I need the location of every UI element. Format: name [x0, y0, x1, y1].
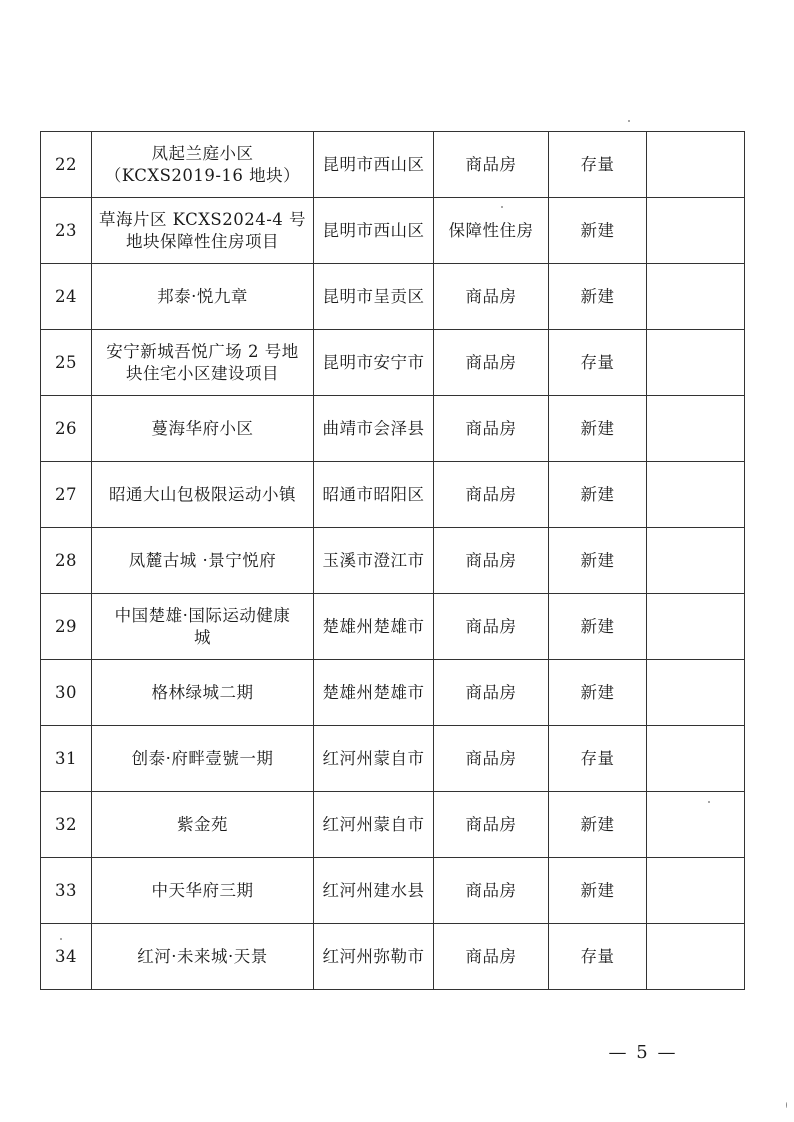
- row-number-cell: 26: [41, 396, 92, 462]
- table-row: [41, 924, 745, 990]
- project-name-cell: 中天华府三期: [92, 858, 314, 924]
- table-row: [41, 594, 745, 660]
- project-name-cell: 中国楚雄·国际运动健康 城: [92, 594, 314, 660]
- note-cell: [647, 264, 745, 330]
- table-row: [41, 528, 745, 594]
- scan-speck: [708, 801, 710, 803]
- project-table: [40, 131, 745, 990]
- project-name-cell: 凤起兰庭小区 （KCXS2019-16 地块）: [92, 132, 314, 198]
- project-name-cell: 创泰·府畔壹號一期: [92, 726, 314, 792]
- housing-type-cell: 商品房: [434, 264, 549, 330]
- note-cell: [647, 528, 745, 594]
- status-cell: 新建: [549, 594, 647, 660]
- row-number-cell: 24: [41, 264, 92, 330]
- row-number-cell: 31: [41, 726, 92, 792]
- location-cell: 昆明市西山区: [314, 198, 434, 264]
- table-row: [41, 792, 745, 858]
- row-number-cell: 28: [41, 528, 92, 594]
- housing-type-cell: 商品房: [434, 132, 549, 198]
- status-cell: 存量: [549, 132, 647, 198]
- row-number-cell: 30: [41, 660, 92, 726]
- table-row: [41, 462, 745, 528]
- scan-speck: [628, 120, 630, 122]
- housing-type-cell: 商品房: [434, 726, 549, 792]
- status-cell: 新建: [549, 264, 647, 330]
- project-name-cell: 蔓海华府小区: [92, 396, 314, 462]
- location-cell: 楚雄州楚雄市: [314, 660, 434, 726]
- housing-type-cell: 商品房: [434, 594, 549, 660]
- table-row: [41, 198, 745, 264]
- table-row: [41, 396, 745, 462]
- project-name-cell: 安宁新城吾悦广场 2 号地 块住宅小区建设项目: [92, 330, 314, 396]
- row-number-cell: 22: [41, 132, 92, 198]
- note-cell: [647, 726, 745, 792]
- housing-type-cell: 保障性住房: [434, 198, 549, 264]
- project-name-cell: 邦泰·悦九章: [92, 264, 314, 330]
- note-cell: [647, 132, 745, 198]
- location-cell: 红河州弥勒市: [314, 924, 434, 990]
- note-cell: [647, 660, 745, 726]
- status-cell: 新建: [549, 528, 647, 594]
- page-number: — 5 —: [608, 1042, 678, 1063]
- status-cell: 新建: [549, 198, 647, 264]
- location-cell: 曲靖市会泽县: [314, 396, 434, 462]
- location-cell: 昆明市呈贡区: [314, 264, 434, 330]
- location-cell: 红河州蒙自市: [314, 792, 434, 858]
- project-name-cell: 红河·未来城·天景: [92, 924, 314, 990]
- housing-type-cell: 商品房: [434, 792, 549, 858]
- note-cell: [647, 462, 745, 528]
- note-cell: [647, 198, 745, 264]
- status-cell: 新建: [549, 660, 647, 726]
- location-cell: 昆明市西山区: [314, 132, 434, 198]
- housing-type-cell: 商品房: [434, 330, 549, 396]
- table-row: [41, 132, 745, 198]
- table-row: [41, 330, 745, 396]
- location-cell: 楚雄州楚雄市: [314, 594, 434, 660]
- row-number-cell: 25: [41, 330, 92, 396]
- scan-speck: [501, 206, 503, 208]
- housing-type-cell: 商品房: [434, 660, 549, 726]
- location-cell: 玉溪市澄江市: [314, 528, 434, 594]
- project-name-cell: 格林绿城二期: [92, 660, 314, 726]
- note-cell: [647, 792, 745, 858]
- housing-type-cell: 商品房: [434, 396, 549, 462]
- row-number-cell: 32: [41, 792, 92, 858]
- table-row: [41, 660, 745, 726]
- status-cell: 存量: [549, 330, 647, 396]
- note-cell: [647, 396, 745, 462]
- row-number-cell: 29: [41, 594, 92, 660]
- housing-type-cell: 商品房: [434, 858, 549, 924]
- table-row: [41, 264, 745, 330]
- status-cell: 新建: [549, 792, 647, 858]
- table-row: [41, 858, 745, 924]
- row-number-cell: 27: [41, 462, 92, 528]
- location-cell: 昭通市昭阳区: [314, 462, 434, 528]
- row-number-cell: 34: [41, 924, 92, 990]
- scan-speck: [786, 1102, 787, 1108]
- project-name-cell: 凤麓古城 ·景宁悦府: [92, 528, 314, 594]
- note-cell: [647, 858, 745, 924]
- status-cell: 新建: [549, 396, 647, 462]
- location-cell: 红河州蒙自市: [314, 726, 434, 792]
- location-cell: 红河州建水县: [314, 858, 434, 924]
- project-name-cell: 昭通大山包极限运动小镇: [92, 462, 314, 528]
- status-cell: 新建: [549, 462, 647, 528]
- row-number-cell: 23: [41, 198, 92, 264]
- location-cell: 昆明市安宁市: [314, 330, 434, 396]
- row-number-cell: 33: [41, 858, 92, 924]
- project-name-cell: 紫金苑: [92, 792, 314, 858]
- project-table-body: [41, 132, 745, 990]
- note-cell: [647, 924, 745, 990]
- note-cell: [647, 594, 745, 660]
- project-name-cell: 草海片区 KCXS2024-4 号 地块保障性住房项目: [92, 198, 314, 264]
- table-row: [41, 726, 745, 792]
- housing-type-cell: 商品房: [434, 528, 549, 594]
- status-cell: 存量: [549, 726, 647, 792]
- housing-type-cell: 商品房: [434, 924, 549, 990]
- status-cell: 存量: [549, 924, 647, 990]
- housing-type-cell: 商品房: [434, 462, 549, 528]
- status-cell: 新建: [549, 858, 647, 924]
- note-cell: [647, 330, 745, 396]
- scan-speck: [60, 938, 62, 940]
